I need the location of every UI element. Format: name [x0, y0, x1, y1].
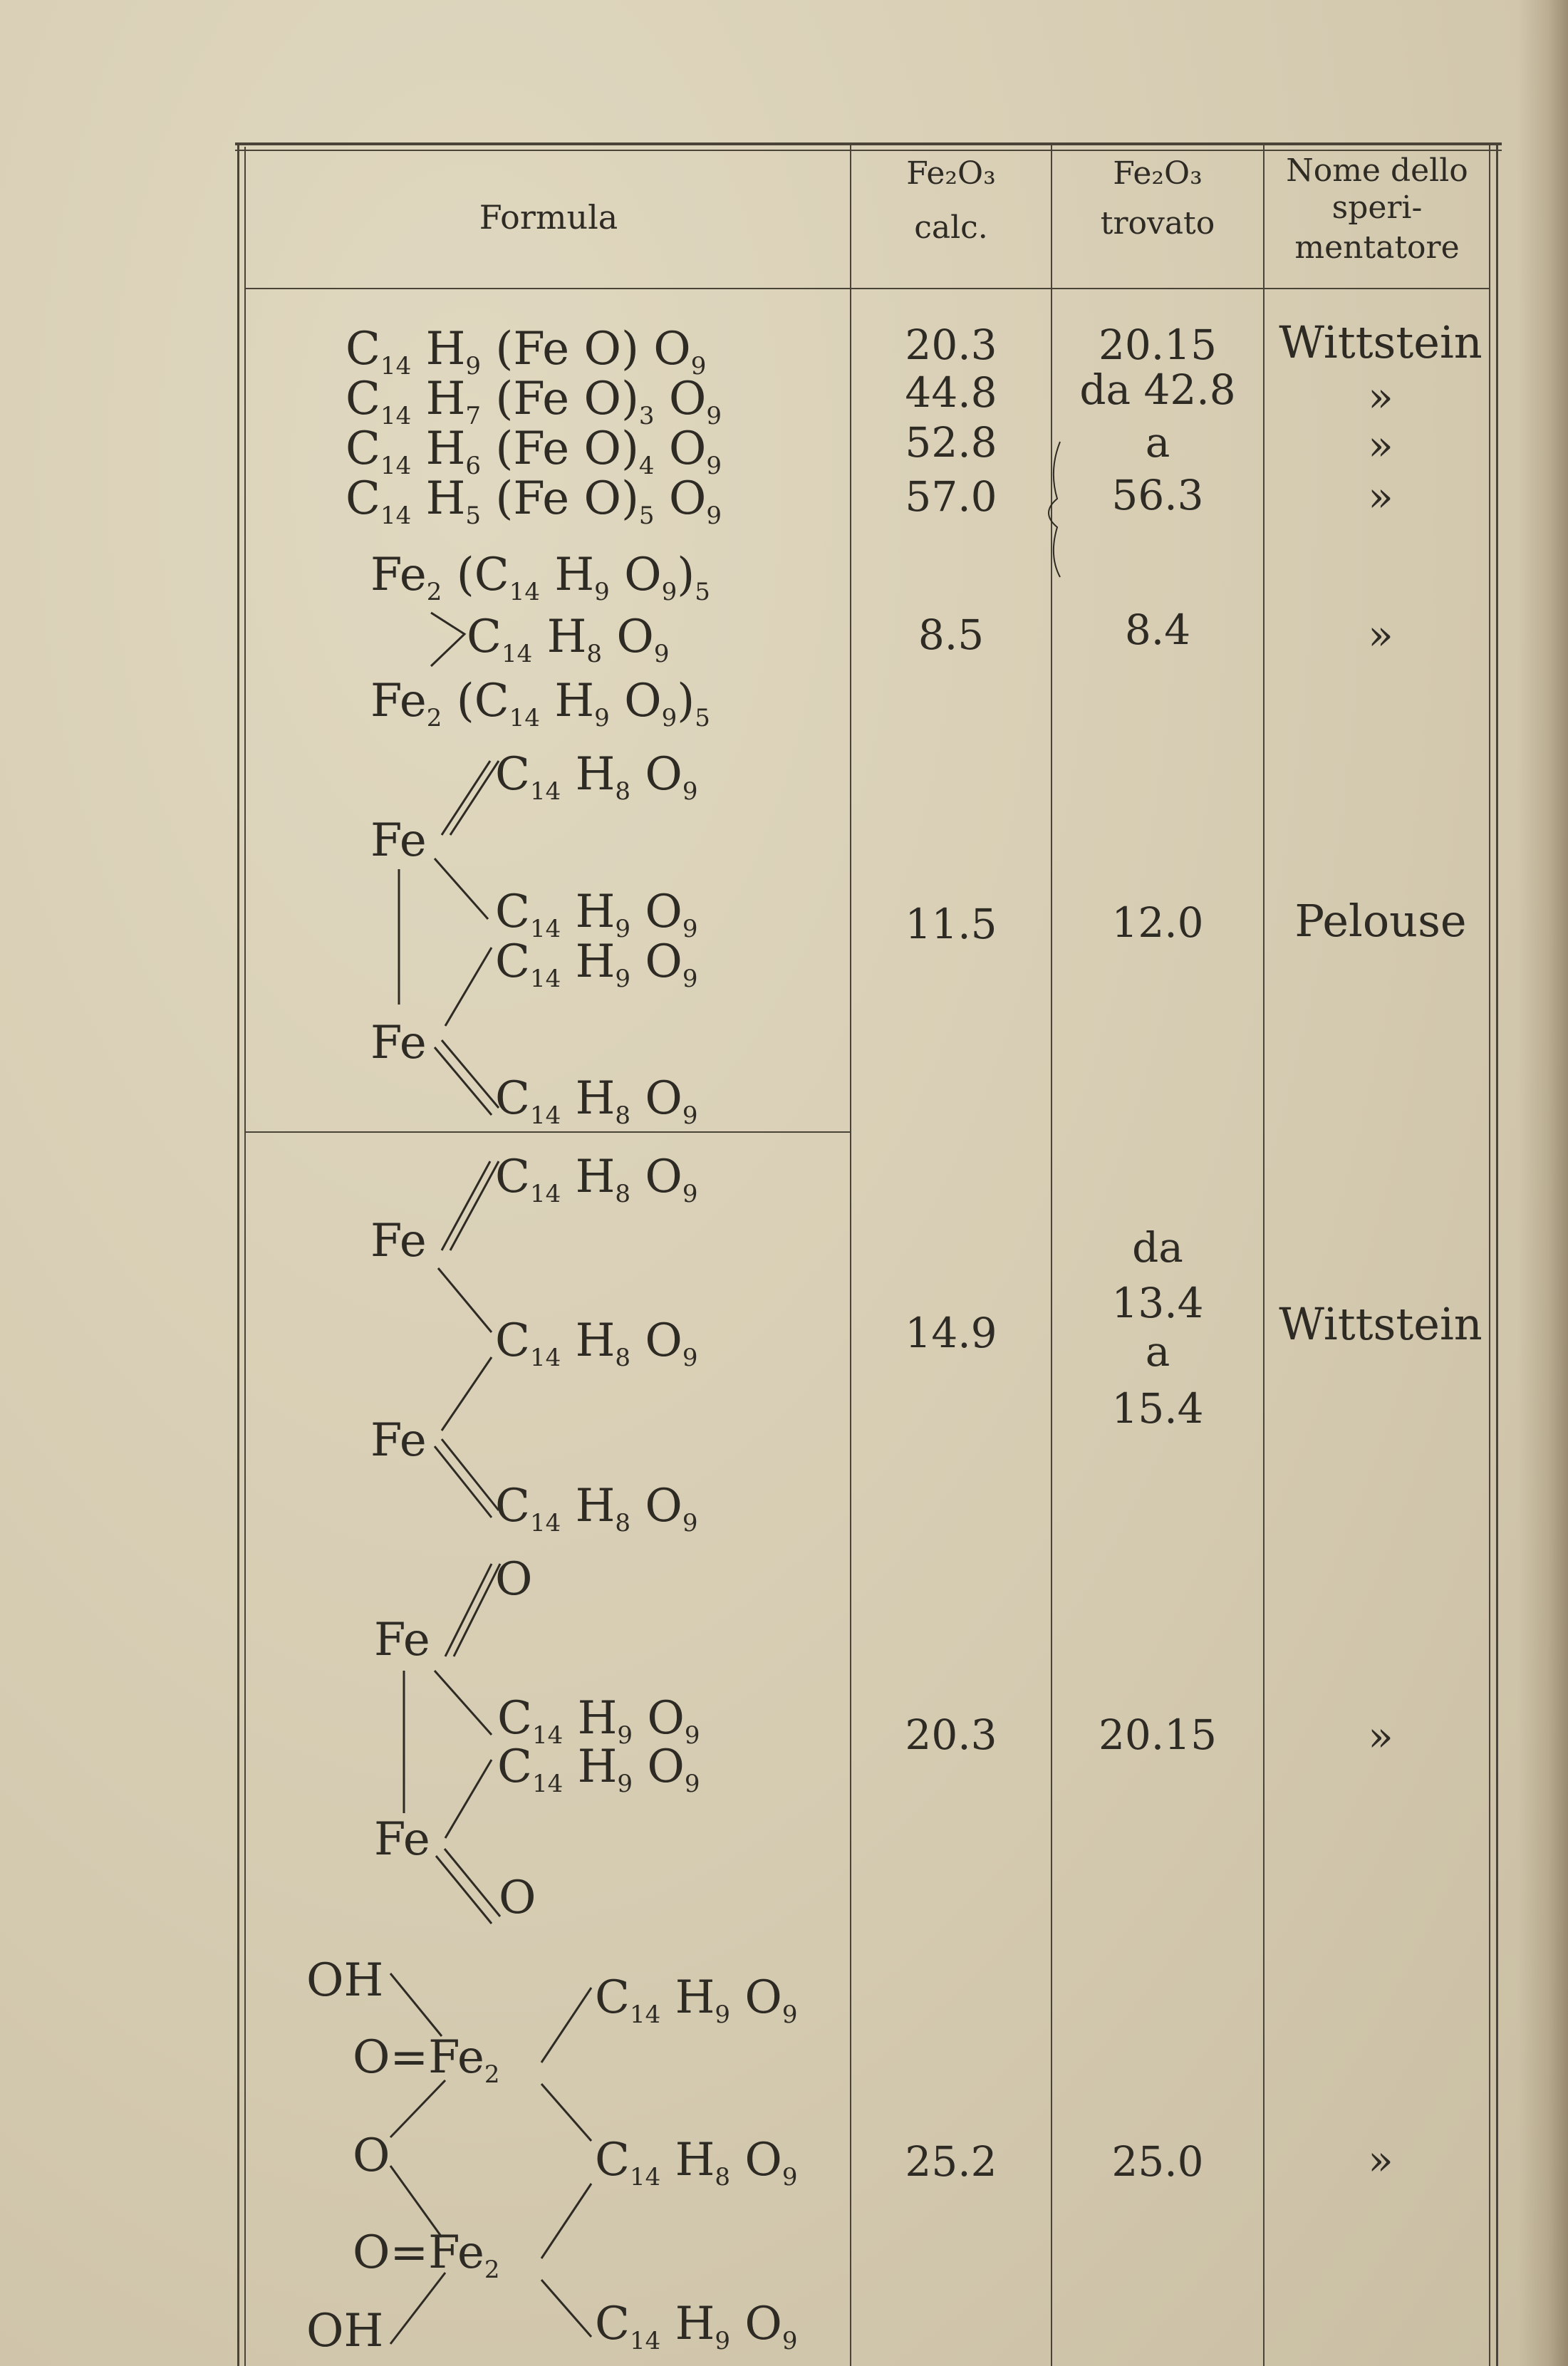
s8-fe2: Fe [374, 1813, 430, 1866]
s9-oeq1: $O=Fe_2$ [353, 2031, 500, 2089]
row2-found: da 42.8 [1079, 365, 1236, 414]
row4-found: 56.3 [1111, 471, 1204, 519]
row2-calc: 44.8 [905, 368, 997, 417]
formula-3: $C_{14}$ $H_6$ (Fe $O)_4$ $O_9$ [346, 422, 722, 480]
s9-c3: $C_{14}$ $H_9$ $O_9$ [595, 2298, 798, 2355]
s8-c2: $C_{14}$ $H_9$ $O_9$ [497, 1740, 700, 1798]
row7-found-1: da [1132, 1223, 1183, 1272]
s7-fe1: Fe [370, 1215, 427, 1267]
formula-5a: $Fe_2$ ($C_{14}$ $H_9$ $O_9)_5$ [370, 549, 710, 606]
header-calc-2: calc. [914, 209, 988, 246]
s7-fe2: Fe [370, 1414, 427, 1467]
s6-c2: $C_{14}$ $H_9$ $O_9$ [495, 886, 698, 943]
s9-c2: $C_{14}$ $H_8$ $O_9$ [595, 2134, 798, 2191]
s7-c3: $C_{14}$ $H_8$ $O_9$ [495, 1480, 698, 1537]
row5-calc: 8.5 [918, 611, 985, 659]
s9-oh1: OH [306, 1954, 384, 2007]
row5-found: 8.4 [1124, 606, 1191, 654]
row5-name: » [1368, 611, 1393, 659]
s9-c1: $C_{14}$ $H_9$ $O_9$ [595, 1971, 798, 2029]
row3-name: » [1368, 421, 1393, 469]
formula-4: $C_{14}$ $H_5$ (Fe $O)_5$ $O_9$ [346, 472, 722, 530]
s9-oh2: OH [306, 2305, 384, 2357]
header-found-2: trovato [1100, 205, 1215, 242]
row6-calc: 11.5 [905, 900, 997, 948]
header-name-2: speri- [1331, 190, 1423, 226]
row6-found: 12.0 [1111, 898, 1204, 947]
header-name-3: mentatore [1294, 229, 1460, 266]
s8-fe1: Fe [374, 1614, 430, 1666]
s6-fe1: Fe [370, 814, 427, 867]
header-formula: Formula [479, 198, 618, 237]
row3-found: a [1145, 418, 1170, 467]
row7-found-4: 15.4 [1111, 1384, 1204, 1433]
formula-1: $C_{14}$ $H_9$ (Fe O) $O_9$ [346, 323, 707, 380]
s6-fe2: Fe [370, 1017, 427, 1069]
row6-name: Pelouse [1294, 895, 1467, 947]
row9-calc: 25.2 [905, 2137, 997, 2186]
row7-calc: 14.9 [905, 1309, 997, 1357]
s9-oeq2: $O=Fe_2$ [353, 2226, 500, 2284]
header-found-1: Fe₂O₃ [1113, 155, 1203, 192]
row1-calc: 20.3 [905, 321, 997, 369]
row9-found: 25.0 [1111, 2137, 1204, 2186]
row7-name: Wittstein [1279, 1298, 1483, 1350]
row7-found-3: a [1145, 1327, 1170, 1376]
row8-calc: 20.3 [905, 1711, 997, 1759]
row4-name: » [1368, 472, 1393, 521]
header-calc-1: Fe₂O₃ [906, 155, 996, 192]
formula-5c: $Fe_2$ ($C_{14}$ $H_9$ $O_9)_5$ [370, 675, 710, 732]
row2-name: » [1368, 373, 1393, 421]
row1-name: Wittstein [1279, 316, 1483, 368]
header-name-1: Nome dello [1286, 152, 1468, 189]
s6-c3: $C_{14}$ $H_9$ $O_9$ [495, 935, 698, 993]
formula-5b: $C_{14}$ $H_8$ $O_9$ [467, 611, 670, 668]
row7-found-2: 13.4 [1111, 1279, 1204, 1327]
s6-c4: $C_{14}$ $H_8$ $O_9$ [495, 1072, 698, 1130]
s7-c2: $C_{14}$ $H_8$ $O_9$ [495, 1314, 698, 1372]
row8-name: » [1368, 1712, 1393, 1760]
s8-o2: O [499, 1872, 536, 1924]
formula-2: $C_{14}$ $H_7$ (Fe $O)_3$ $O_9$ [346, 373, 722, 430]
row4-calc: 57.0 [905, 472, 997, 521]
s8-o1: O [495, 1553, 533, 1606]
s7-c1: $C_{14}$ $H_8$ $O_9$ [495, 1151, 698, 1208]
row8-found: 20.15 [1098, 1711, 1217, 1759]
row9-name: » [1368, 2136, 1393, 2184]
row1-found: 20.15 [1098, 321, 1217, 369]
s6-c1: $C_{14}$ $H_8$ $O_9$ [495, 748, 698, 806]
s8-c1: $C_{14}$ $H_9$ $O_9$ [497, 1692, 700, 1750]
row3-calc: 52.8 [905, 418, 997, 467]
s9-o: O [353, 2129, 390, 2182]
